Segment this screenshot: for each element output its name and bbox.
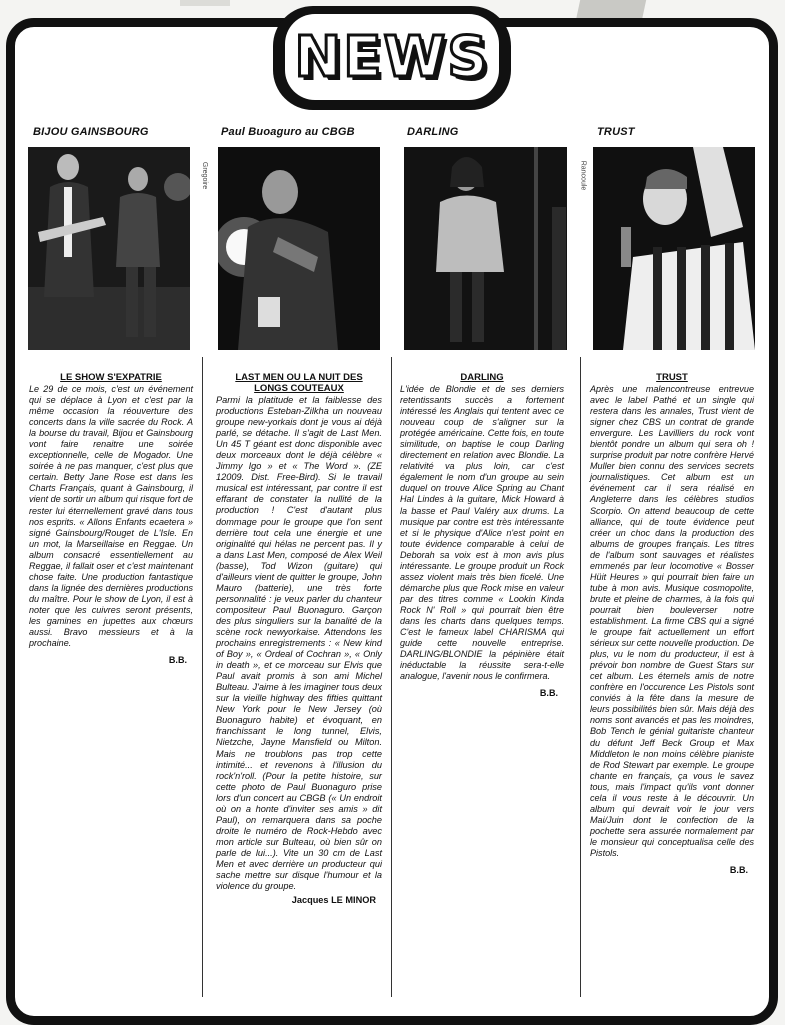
- article-darling: [400, 372, 564, 699]
- photo-darling-image: [404, 147, 567, 350]
- article-body: Parmi la platitude et la faiblesse des productions Esteban-Zilkha un nouveau groupe new-yorkais dont je vous ai déjà parlé, se détache. Il s'agit de Last Men. Un 45 T géant est donc disponible avec deux morceaux dont le déjà célèbre « Jimmy Igo » et « The Word ». (ZE 12009. Dist. Free-Bird). Si le travail musical est intéressant, par contre il est effarant de constater la nullité de la production ! C'est d'autant plus dommage pour le groupe que l'on sent derrière tout cela une énergie et une originalité qui hélas ne percent pas. Il y a dans Last Men, composé de Alex Weil (basse), Tod Wizon (guitare) qui d'ailleurs vient de quitter le groupe, John Mauro (batterie), une très forte personnalité : je veux parler du chanteur compositeur Paul Buonaguro. Garçon des plus singuliers sur la banalité de la scène rock newyorkaise. Attendons les prochains enregistrements : « New kind of Boy », « Ordeal of Cochran », « Only in death », et ce morceau sur Elvis que Paul avait promis à son ami Michel Bulteau. J'aime à les imaginer tous deux sur la vieille highway des fifties quittant New York pour le New Jersey (où Buonaguro habite) et évoquant, en franchissant le long tunnel, Elvis, Nietzche, Jayne Mansfield ou Milton. Mais ne troublons pas trop cette intimité... et revenons à l'illusion du rock'n'roll. (Pour la petite histoire, sur cette photo de Paul Buonaguro prise lors d'un concert au CBGB (« Un endroit où on a honte d'inviter ses amis » dit Paul), on remarquera dans sa poche droite le numéro de Rock-Hebdo avec mon article sur Bulteau, où bien sûr on parle de lui...). Vite un 30 cm de Last Men et avec derrière un producteur qui sache mettre sur disque l'humour et la violence du groupe.: [216, 395, 382, 892]
- news-header: [273, 6, 511, 110]
- photo-buonaguro-image: [218, 147, 380, 350]
- article-last-men: [216, 372, 382, 906]
- photo-bijou-gainsbourg: [28, 147, 190, 350]
- article-body: Le 29 de ce mois, c'est un événement qui se déplace à Lyon et c'est par la même occasion la réouverture des concerts dans la ville sacrée du Rock. A la bourse du travail, Bijou et Gainsbourg vont faire renaitre une soirée exceptionnelle, celle de Mogador. Une soirée à ne pas manquer, c'est plus que certain. Betty Jane Rose est dans les Charts Français, quant à Gainsbourg, il vient de sortir un album qui risque fort de rester lui éternellement gravé dans tous nos esprits. « Allons Enfants ecaetera » signé Gainsbourg/Rouget de L'Isle. En un mot, la Marseillaise en Reggae. Un album consacré essentiellement au Reggae, il fallait oser et c'est maintenant chose faite. Une production fantastique dans la lignée des dernières productions du maître. Pour le show de Lyon, il est à noter que les cuivres seront présents, les gamines en jupettes aux chœurs aussi. Bravo messieurs et à la prochaine.: [29, 384, 193, 649]
- article-body: L'idée de Blondie et de ses derniers retentissants succès a fortement intéressé les Anglais qui tentent avec ce nouveau coup de s'aligner sur la protégée américaine. Cette fois, en toute similitude, on baptise le coup Darling directement en relation avec Blondie. La relativité va plus loin, car c'est également le nom d'un groupe au sein duquel on trouve Alice Spring au Chant Hal Lindes à la guitare, Mick Howard à la basse et Paul Valéry aux drums. La musique par contre est très intéressante et si le physique d'Alice n'est point en toute évidence comparable à celui de Deborah sa voix est à mon avis plus intéressante. Le groupe produit un Rock assez violent mais très bien ficelé. Une démarche plus que Rock mise en valeur par des titres comme « Lookin Kinda Rock N' Roll » qui pourrait bien être dans les charts dans quelques temps. C'est le fameux label CHARISMA qui guide cette nouvelle entreprise. DARLING/BLONDIE la pépinière était inéductable la réussite sera-t-elle analogue, l'avenir nous le confirmera.: [400, 384, 564, 682]
- band-title-trust: TRUST: [597, 126, 635, 138]
- article-title: TRUST: [656, 372, 688, 383]
- article-body: Après une malencontreuse entrevue avec le label Pathé et un single qui restera dans les annales, Trust vient de signer chez CBS un contrat de grande envergure. Les Lavilliers du rock vont bientôt pondre un album qui sera oh ! surprise produit par notre confrère Hervé Muller bien connu des services secrets journalistiques. Cet album est un événement car il sera réalisé en Angleterre dans les célèbres studios Scorpio. On attend beaucoup de cette alliance, qui de toute évidence peut créer un choc dans la production des albums de groupes français. Les titres de l'album sont sauvages et réalistes emmenés par leur locomotive « Bosser Hüit Heures » qui pourrait bien faire un tube à mon avis. Musique cosmopolite, brute et pleine de charmes, à la fois qui pourrait bien bouleverser notre establishment. La firme CBS qui a signé le groupe fait actuellement un effort sérieux sur cette nouvelle production. De plus, vu le nom du producteur, il est à prévoir bon nombre de Guest Stars sur cet album. Les éternels amis de notre confrère en l'occurence Les Pistols sont conviés à la fête dans la mesure de leurs possibilités bien sûr. Mais déjà des noms sont avancés et pas les moindres, Bob Tench le génial guitariste chanteur du défunt Jeff Beck Group et Max Middleton le non moins célèbre pianiste de Rod Stewart par exemple. Le groupe chante en français, ça vous le savez tous, mais l'impact qu'ils vont donner cela il vous reste à le découvrir. Un album qui devrait voir le jour vers Mai/Juin dont le confection de la pochette sera assurée normalement par le monsieur qui conceptualisa celle des Pistols.: [590, 384, 754, 858]
- article-title: LE SHOW S'EXPATRIE: [60, 372, 162, 383]
- article-title: LAST MEN OU LA NUIT DES LONGS COUTEAUX: [235, 372, 363, 394]
- column-divider: [202, 357, 203, 997]
- news-header-inner: [285, 14, 499, 100]
- band-title-darling: DARLING: [407, 126, 459, 138]
- band-title-buonaguro: Paul Buoaguro au CBGB: [221, 126, 355, 138]
- photo-trust-image: [593, 147, 755, 350]
- column-divider: [580, 357, 581, 997]
- photo-darling: [404, 147, 567, 350]
- photo-paul-buonaguro: [218, 147, 380, 350]
- photo-bijou-image: [28, 147, 190, 350]
- tape-strip-small: [180, 0, 230, 6]
- page-title: NEWS: [294, 24, 490, 90]
- article-signature: B.B.: [168, 655, 187, 666]
- photo-trust: [593, 147, 755, 350]
- article-signature: Jacques LE MINOR: [291, 895, 376, 906]
- article-title: DARLING: [460, 372, 504, 383]
- article-signature: B.B.: [539, 688, 558, 699]
- article-trust: [590, 372, 754, 876]
- photo-credit-buonaguro: Gregoire: [201, 161, 209, 190]
- column-divider: [391, 357, 392, 997]
- article-bijou-gainsbourg: [29, 372, 193, 666]
- photo-credit-trust: Rancoule: [579, 160, 587, 191]
- article-signature: B.B.: [729, 865, 748, 876]
- band-title-bijou: BIJOU GAINSBOURG: [33, 126, 149, 138]
